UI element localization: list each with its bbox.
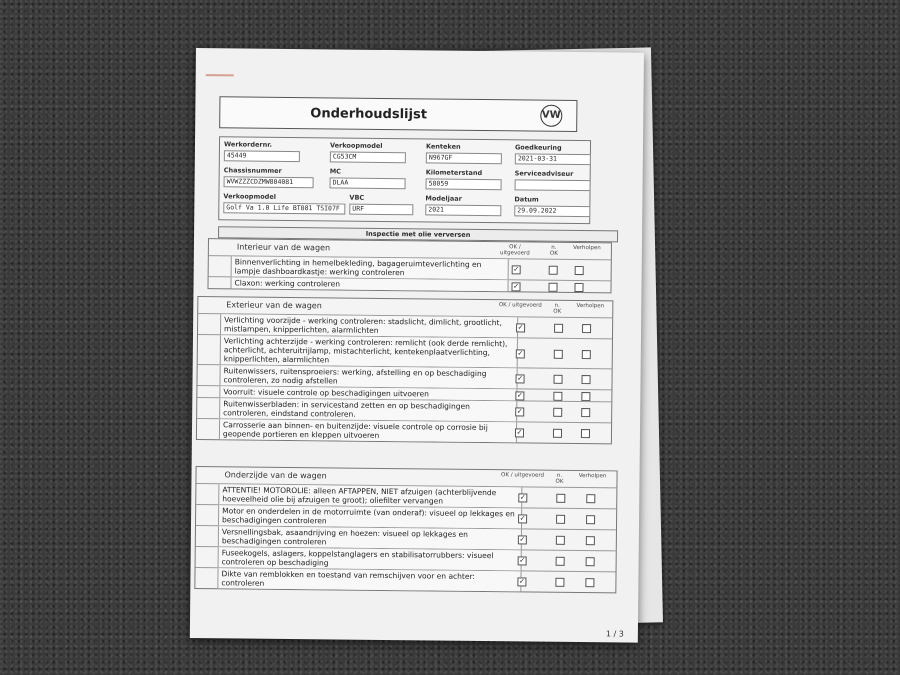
value: 45449 [224, 150, 300, 162]
ok-checkbox[interactable]: ✓ [519, 556, 526, 565]
col-nok-header: n. OK [555, 472, 564, 485]
ok-checkbox[interactable]: ✓ [516, 390, 523, 399]
nok-checkbox[interactable] [556, 494, 565, 503]
verholpen-checkbox[interactable] [582, 350, 591, 359]
verholpen-checkbox[interactable] [581, 429, 590, 438]
nok-checkbox[interactable] [556, 557, 565, 566]
field-werkorder [224, 140, 300, 162]
row-text: Claxon: werking controleren [230, 277, 508, 291]
nok-checkbox[interactable] [556, 515, 565, 524]
ok-checkbox[interactable]: ✓ [518, 577, 525, 586]
row-text: Fuseekogels, aslagers, koppelstanglagers en stabilisatorrubbers: visueel controleren op beschadiging [218, 547, 522, 570]
verholpen-checkbox[interactable] [575, 266, 584, 275]
label: VBC [349, 193, 365, 202]
ok-checkbox[interactable]: ✓ [516, 407, 523, 416]
label: Serviceadviseur [514, 169, 574, 178]
checklist-row [198, 335, 612, 369]
field-serviceadviseur [515, 169, 591, 191]
ok-checkbox[interactable]: ✓ [519, 535, 526, 544]
label: Datum [514, 195, 539, 204]
ok-checkbox[interactable]: ✓ [513, 265, 520, 274]
label: MC [329, 167, 342, 176]
row-text: Verlichting voorzijde - werking controleren: stadslicht, dimlicht, grootlicht, mistlampen, knipperlichten, alarmlichten [220, 314, 518, 337]
row-text: Verlichting achterzijde - werking controleren: remlicht (ook derde remlicht), achterlicht, achteruitrijlamp, mistachterlicht, kentekenplaatverlichting, knipperlichten, alarmlichten [220, 335, 518, 367]
ok-checkbox[interactable]: ✓ [517, 374, 524, 383]
value: CG53CM [330, 151, 406, 163]
maintenance-sheet [190, 48, 644, 643]
section-title: Onderzijde van de wagen [224, 470, 327, 481]
nok-checkbox[interactable] [548, 282, 557, 291]
section-title: Interieur van de wagen [236, 242, 331, 253]
inspection-bar: Inspectie met olie verversen [218, 226, 618, 242]
value: URF [349, 204, 413, 216]
verholpen-checkbox[interactable] [586, 536, 595, 545]
col-ok-header: OK / uitgevoerd [499, 244, 530, 257]
nok-checkbox[interactable] [554, 349, 563, 358]
field-modeljaar [425, 194, 501, 216]
value: 29.09.2022 [514, 205, 590, 217]
row-text: Binnenverlichting in hemelbekleding, bagageruimteverlichting en lampje dashboardkastje: werking controleren [231, 256, 509, 279]
field-vbc [349, 194, 413, 216]
vehicle-info-grid [218, 136, 591, 224]
value: WVWZZZCDZMW804081 [224, 176, 314, 188]
page-title: Onderhoudslijst [310, 106, 428, 123]
nok-checkbox[interactable] [553, 408, 562, 417]
label: Kenteken [425, 142, 461, 151]
label: Goedkeuring [514, 143, 562, 152]
row-text: Motor en onderdelen in de motorruimte (van onderaf): visueel op lekkages en beschadigingen controleren [218, 505, 522, 528]
ok-checkbox[interactable]: ✓ [513, 281, 520, 290]
ok-checkbox[interactable]: ✓ [516, 428, 523, 437]
ok-checkbox[interactable]: ✓ [519, 493, 526, 502]
col-verholpen-header: Verholpen [573, 244, 601, 252]
ok-checkbox[interactable]: ✓ [519, 514, 526, 523]
section-title: Exterieur van de wagen [226, 300, 322, 311]
value [515, 179, 591, 191]
label: Chassisnummer [223, 166, 282, 175]
value: N967GF [426, 152, 502, 164]
checklist-row [195, 568, 615, 592]
verholpen-checkbox[interactable] [582, 324, 591, 333]
nok-checkbox[interactable] [555, 578, 564, 587]
field-kilometerstand [426, 168, 502, 190]
row-text: Dikte van remblokken en toestand van remschijven voor en achter: controleren [217, 568, 521, 591]
col-verholpen-header: Verholpen [578, 473, 607, 480]
nok-checkbox[interactable] [553, 429, 562, 438]
row-text: Versnellingsbak, asaandrijving en hoezen: visueel op lekkages en beschadigingen controleren [218, 526, 522, 549]
field-datum [514, 195, 590, 217]
verholpen-checkbox[interactable] [586, 515, 595, 524]
value: 2021-03-31 [515, 153, 591, 165]
vw-logo-icon: VW [540, 105, 562, 127]
section-interieur [207, 238, 612, 293]
col-ok-header: OK / uitgevoerd [498, 302, 542, 309]
page-number: 1 / 3 [605, 629, 624, 639]
col-nok-header: n. OK [549, 244, 558, 257]
ok-checkbox[interactable]: ✓ [517, 348, 524, 357]
label: Kilometerstand [425, 168, 483, 178]
verholpen-checkbox[interactable] [585, 578, 594, 587]
label: Werkordernr. [223, 140, 273, 149]
verholpen-checkbox[interactable] [581, 392, 590, 401]
row-text: Ruitenwissers, ruitensproeiers: werking, afstelling en op beschadiging controleren, zo nodig afstellen [219, 365, 517, 388]
value: 58059 [426, 178, 502, 190]
section-onderzijde [194, 466, 617, 593]
col-nok-header: n. OK [553, 302, 562, 315]
section-exterieur [196, 296, 613, 444]
nok-checkbox[interactable] [554, 375, 563, 384]
row-text: Voorruit: visuele controle op beschadigingen uitvoeren [219, 386, 517, 400]
verholpen-checkbox[interactable] [586, 557, 595, 566]
row-text: Carrosserie aan binnen- en buitenzijde: visuele controle op corrosie bij geopende portieren en kleppen uitvoeren [219, 419, 517, 442]
verholpen-checkbox[interactable] [586, 494, 595, 503]
row-text: ATTENTIE! MOTOROLIE: alleen AFTAPPEN, NIET afzuigen (achterblijvende hoeveelheid olie bij afzuigen te groot); oliefilter vervangen [218, 484, 522, 507]
field-verkoopmodel [330, 141, 406, 163]
nok-checkbox[interactable] [556, 536, 565, 545]
checklist-row [197, 419, 611, 443]
field-chassis [224, 166, 314, 188]
row-text: Ruitenwisserbladen: in servicestand zetten en op beschadigingen controleren, eindstand controleren. [219, 398, 517, 421]
label: Verkoopmodel [223, 192, 277, 201]
label: Modeljaar [425, 194, 462, 203]
pen-mark [206, 74, 234, 76]
nok-checkbox[interactable] [549, 266, 558, 275]
value: DLAA [330, 177, 406, 189]
nok-checkbox[interactable] [553, 391, 562, 400]
nok-checkbox[interactable] [554, 324, 563, 333]
col-ok-header: OK / uitgevoerd [501, 472, 545, 479]
value: Golf Va 1.0 Life BT081 TSI07F [223, 202, 345, 214]
field-goedkeuring [515, 143, 591, 165]
verholpen-checkbox[interactable] [574, 282, 583, 291]
verholpen-checkbox[interactable] [582, 375, 591, 384]
field-model [223, 192, 345, 214]
ok-checkbox[interactable]: ✓ [517, 323, 524, 332]
verholpen-checkbox[interactable] [581, 408, 590, 417]
field-mc [330, 167, 406, 189]
value: 2021 [425, 204, 501, 216]
title-box [219, 96, 577, 132]
field-kenteken [426, 142, 502, 164]
col-verholpen-header: Verholpen [576, 302, 605, 310]
label: Verkoopmodel [329, 141, 383, 150]
